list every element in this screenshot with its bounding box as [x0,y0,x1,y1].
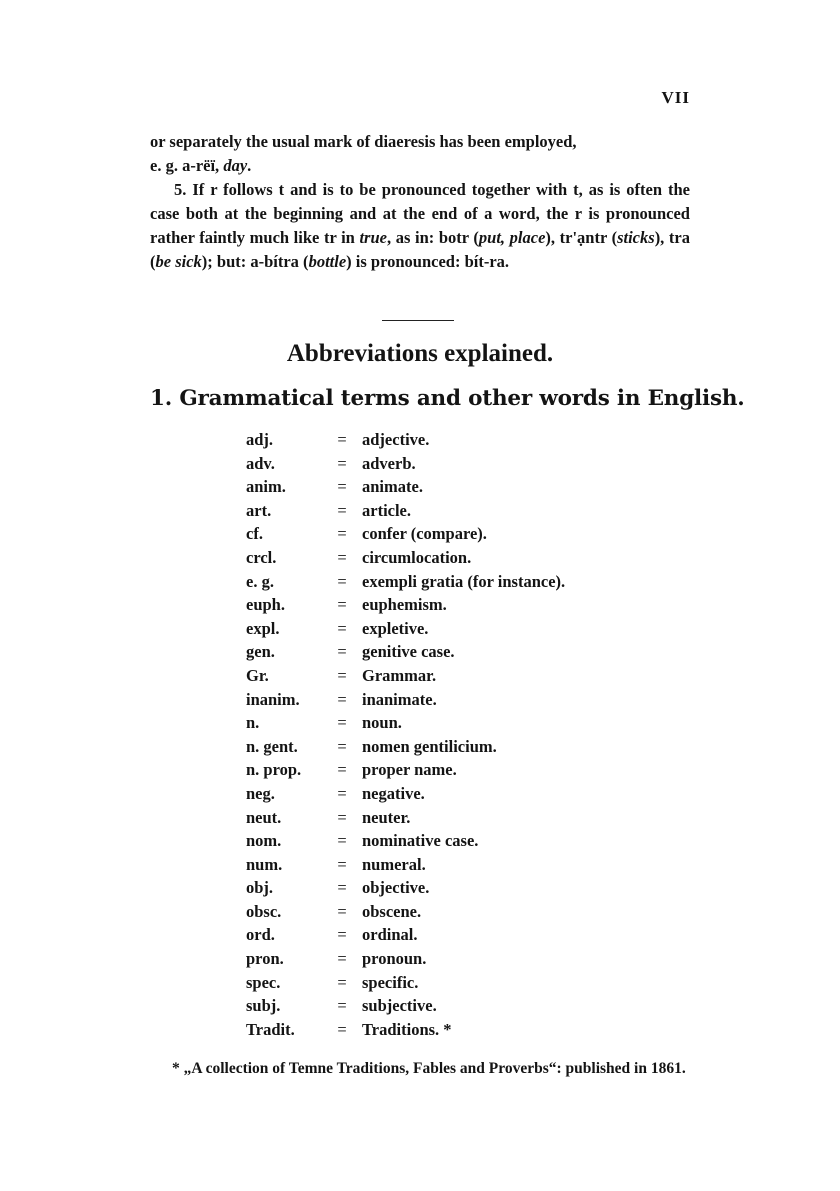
abbreviation-row [246,806,565,830]
abbreviation-meaning: exempli gratia (for instance). [362,571,566,591]
subsection-title: 1. Grammatical terms and other words in English. [150,386,745,411]
abbreviation-meaning: neuter. [362,807,411,827]
paragraph-5 [150,178,690,274]
abbreviation-meaning: adverb. [362,453,416,473]
abbreviation-term: neg. [246,783,275,803]
equals-sign: = [337,996,347,1016]
gloss-bottle: bottle [308,252,347,271]
footnote-text: * „A collection of Temne Traditions, Fables and Proverbs“: published in 1861. [172,1060,686,1077]
equals-sign: = [337,783,347,803]
para5-text-a: 5. If r follows t and is to be pronounced together with t, as is often the case both at the beginning and at the end of a word, the r is pronounced rather faintly much like tr in [150,180,690,247]
abbreviation-term: inanim. [246,689,300,709]
abbreviation-term: subj. [246,996,281,1016]
abbreviation-meaning: objective. [362,878,430,898]
abbreviation-meaning: nomen gentilicium. [362,736,497,756]
equals-sign: = [337,571,347,591]
equals-sign: = [337,689,347,709]
abbreviation-row [246,782,565,806]
abbreviation-term: anim. [246,477,286,497]
gloss-be-sick: be sick [155,252,202,271]
body-line-1-text: or separately the usual mark of diaeresis has been employed, [150,132,577,151]
abbreviation-row [246,452,565,476]
equals-sign: = [337,878,347,898]
equals-sign: = [337,477,347,497]
abbreviation-row [246,853,565,877]
abbreviation-meaning: ordinal. [362,925,418,945]
abbreviation-term: euph. [246,595,285,615]
equals-sign: = [337,925,347,945]
body-line-1 [150,130,690,154]
abbreviation-meaning: adjective. [362,430,430,449]
abbreviation-row [246,499,565,523]
section-divider [382,320,454,321]
abbreviation-meaning: confer (compare). [362,524,487,544]
abbreviation-term: nom. [246,831,282,851]
abbreviation-row [246,570,565,594]
equals-sign: = [337,854,347,874]
abbreviation-meaning: article. [362,500,412,520]
equals-sign: = [337,524,347,544]
abbreviation-row [246,947,565,971]
abbreviation-meaning: expletive. [362,618,429,638]
equals-sign: = [337,595,347,615]
abbreviation-term: n. gent. [246,736,298,756]
para5-text-c: ), tr'ạntr ( [545,228,618,247]
footnote [150,1057,690,1080]
abbreviation-meaning: subjective. [362,996,437,1016]
abbreviation-row [246,876,565,900]
abbreviation-row [246,994,565,1018]
abbreviation-term: ord. [246,925,275,945]
abbreviation-meaning: genitive case. [362,642,455,662]
body-text [150,130,690,274]
abbreviation-row [246,758,565,782]
abbreviation-term: expl. [246,618,280,638]
equals-sign: = [337,736,347,756]
para5-text-d: ), tra ( [150,228,690,271]
equals-sign: = [337,1019,347,1039]
abbreviation-row [246,735,565,759]
abbreviation-term: num. [246,854,283,874]
abbreviations-table [246,428,565,1041]
body-line-2 [150,154,690,178]
equals-sign: = [337,665,347,685]
equals-sign: = [337,713,347,733]
abbreviation-meaning: euphemism. [362,595,447,615]
abbreviation-row [246,923,565,947]
abbreviation-term: Tradit. [246,1019,295,1039]
abbreviation-term: pron. [246,949,284,969]
abbreviation-term: neut. [246,807,282,827]
abbreviation-term: obj. [246,878,274,898]
equals-sign: = [337,972,347,992]
abbreviation-term: cf. [246,524,263,544]
abbreviation-term: n. prop. [246,760,302,780]
abbreviation-meaning: nominative case. [362,831,479,851]
abbreviation-row [246,593,565,617]
abbreviation-term: Gr. [246,665,269,685]
abbreviation-meaning: animate. [362,477,423,497]
abbreviation-row [246,522,565,546]
abbreviation-row [246,664,565,688]
abbreviation-row [246,475,565,499]
equals-sign: = [337,807,347,827]
abbreviation-row [246,971,565,995]
abbreviation-row [246,829,565,853]
abbreviation-row [246,617,565,641]
abbreviations-table-body [246,428,565,1041]
abbreviation-term: adv. [246,453,275,473]
abbreviation-row [246,546,565,570]
abbreviation-meaning: noun. [362,713,402,733]
section-title: Abbreviations explained. [286,340,554,367]
gloss-day: day [223,156,248,175]
para5-text-e: ); but: a-bítra ( [201,252,309,271]
para5-text-f: ) is pronounced: bít-ra. [346,252,510,271]
equals-sign: = [337,430,347,449]
equals-sign: = [337,453,347,473]
abbreviation-meaning: Traditions. * [362,1019,452,1039]
abbreviation-term: art. [246,500,272,520]
abbreviation-row [246,711,565,735]
abbreviation-term: e. g. [246,571,274,591]
gloss-sticks: sticks [617,228,655,247]
abbreviation-meaning: pronoun. [362,949,427,969]
example-word: e. g. a-rëï, [150,156,224,175]
abbreviation-term: obsc. [246,901,282,921]
abbreviation-row [246,1018,565,1042]
equals-sign: = [337,760,347,780]
abbreviation-meaning: numeral. [362,854,426,874]
abbreviation-row [246,640,565,664]
abbreviation-row [246,688,565,712]
equals-sign: = [337,901,347,921]
abbreviation-term: adj. [246,430,274,449]
abbreviation-meaning: obscene. [362,901,422,921]
abbreviation-meaning: proper name. [362,760,457,780]
abbreviation-meaning: inanimate. [362,689,437,709]
para5-text-b: , as in: botr ( [386,228,479,247]
page-number: VII [661,88,690,107]
abbreviation-row [246,900,565,924]
abbreviation-meaning: circumlocation. [362,547,472,567]
equals-sign: = [337,500,347,520]
equals-sign: = [337,618,347,638]
abbreviation-term: crcl. [246,547,277,567]
abbreviation-term: spec. [246,972,281,992]
abbreviation-row [246,428,565,452]
gloss-put-place: put, place [478,228,546,247]
punctuation: . [247,156,252,175]
equals-sign: = [337,642,347,662]
equals-sign: = [337,949,347,969]
equals-sign: = [337,547,347,567]
abbreviation-meaning: negative. [362,783,425,803]
abbreviation-meaning: Grammar. [362,665,437,685]
abbreviation-term: gen. [246,642,275,662]
gloss-true: true [359,228,387,247]
equals-sign: = [337,831,347,851]
abbreviation-term: n. [246,713,260,733]
abbreviation-meaning: specific. [362,972,419,992]
